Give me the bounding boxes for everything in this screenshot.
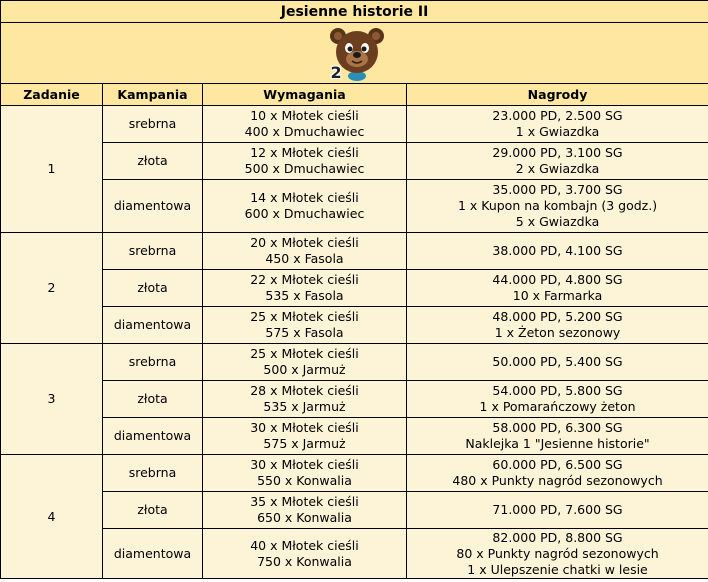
campaign-cell: srebrna xyxy=(103,455,203,492)
reward-line: 48.000 PD, 5.200 SG xyxy=(492,309,623,324)
reward-line: 80 x Punkty nagród sezonowych xyxy=(456,545,659,561)
campaign-cell: diamentowa xyxy=(103,418,203,455)
requirement-line: 22 x Młotek cieśli xyxy=(250,272,359,287)
table-row xyxy=(1,143,708,180)
requirement-line: 12 x Młotek cieśli xyxy=(250,145,359,160)
requirement-line: 650 x Konwalia xyxy=(257,510,352,525)
requirement-line: 500 x Dmuchawiec xyxy=(244,161,365,176)
reward-line: 50.000 PD, 5.400 SG xyxy=(492,354,623,369)
reward-line: 10 x Farmarka xyxy=(512,288,603,303)
table-row xyxy=(1,529,708,579)
table-row xyxy=(1,307,708,344)
rewards-cell xyxy=(407,307,708,344)
requirements-cell xyxy=(203,492,407,529)
table-row xyxy=(1,270,708,307)
requirement-line: 400 x Dmuchawiec xyxy=(244,124,365,139)
requirement-line: 535 x Fasola xyxy=(265,288,344,303)
reward-line: 1 x Pomarańczowy żeton xyxy=(479,399,636,414)
reward-line: 1 x Gwiazdka xyxy=(515,124,600,139)
requirement-line: 750 x Konwalia xyxy=(257,553,352,569)
rewards-cell xyxy=(407,529,708,579)
table-row xyxy=(1,418,708,455)
campaign-cell: diamentowa xyxy=(103,307,203,344)
reward-line: 82.000 PD, 8.800 SG xyxy=(492,529,623,545)
reward-line: 29.000 PD, 3.100 SG xyxy=(492,145,623,160)
campaign-cell: srebrna xyxy=(103,233,203,270)
header-kampania: Kampania xyxy=(103,84,203,106)
reward-line: 2 x Gwiazdka xyxy=(515,161,600,176)
rewards-cell xyxy=(407,492,708,529)
requirements-cell xyxy=(203,529,407,579)
requirement-line: 10 x Młotek cieśli xyxy=(250,108,359,123)
table-row xyxy=(1,180,708,233)
requirements-cell xyxy=(203,307,407,344)
page-title: Jesienne historie II xyxy=(1,1,708,23)
campaign-cell: diamentowa xyxy=(103,180,203,233)
reward-line: 58.000 PD, 6.300 SG xyxy=(492,420,623,435)
rewards-cell xyxy=(407,180,708,233)
requirement-line: 14 x Młotek cieśli xyxy=(250,190,359,205)
reward-line: 38.000 PD, 4.100 SG xyxy=(492,243,623,258)
reward-line: 54.000 PD, 5.800 SG xyxy=(492,383,623,398)
reward-line: 5 x Gwiazdka xyxy=(515,214,600,229)
campaign-cell: diamentowa xyxy=(103,529,203,579)
campaign-cell: złota xyxy=(103,270,203,307)
requirements-cell xyxy=(203,143,407,180)
rewards-cell xyxy=(407,344,708,381)
rewards-cell xyxy=(407,418,708,455)
reward-line: 480 x Punkty nagród sezonowych xyxy=(452,473,663,488)
requirement-line: 550 x Konwalia xyxy=(257,473,352,488)
requirement-line: 28 x Młotek cieśli xyxy=(250,383,359,398)
requirement-line: 40 x Młotek cieśli xyxy=(250,537,359,553)
reward-line: 44.000 PD, 4.800 SG xyxy=(492,272,623,287)
task-number: 2 xyxy=(1,233,103,344)
requirement-line: 20 x Młotek cieśli xyxy=(250,235,359,250)
reward-line: 1 x Kupon na kombajn (3 godz.) xyxy=(457,198,658,213)
requirement-line: 25 x Młotek cieśli xyxy=(250,346,359,361)
rewards-cell xyxy=(407,143,708,180)
task-number: 1 xyxy=(1,106,103,233)
rewards-cell xyxy=(407,270,708,307)
requirement-line: 25 x Młotek cieśli xyxy=(250,309,359,324)
table-row xyxy=(1,455,708,492)
header-wymagania: Wymagania xyxy=(203,84,407,106)
requirement-line: 30 x Młotek cieśli xyxy=(250,420,359,435)
requirements-cell xyxy=(203,180,407,233)
requirement-line: 500 x Jarmuż xyxy=(263,362,346,377)
rewards-cell xyxy=(407,381,708,418)
badge-number: 2 xyxy=(330,63,342,82)
table-row xyxy=(1,233,708,270)
requirement-line: 35 x Młotek cieśli xyxy=(250,494,359,509)
reward-line: 1 x Żeton sezonowy xyxy=(494,325,621,340)
requirements-cell xyxy=(203,381,407,418)
reward-line: 71.000 PD, 7.600 SG xyxy=(492,502,623,517)
event-banner xyxy=(1,23,708,84)
requirements-cell xyxy=(203,106,407,143)
reward-line: Naklejka 1 "Jesienne historie" xyxy=(465,436,650,451)
reward-line: 35.000 PD, 3.700 SG xyxy=(492,182,623,197)
requirement-line: 450 x Fasola xyxy=(265,251,344,266)
table-row xyxy=(1,381,708,418)
requirements-cell xyxy=(203,455,407,492)
requirements-cell xyxy=(203,344,407,381)
header-zadanie: Zadanie xyxy=(1,84,103,106)
requirement-line: 575 x Fasola xyxy=(265,325,344,340)
header-nagrody: Nagrody xyxy=(407,84,708,106)
reward-line: 60.000 PD, 6.500 SG xyxy=(492,457,623,472)
requirements-cell xyxy=(203,270,407,307)
campaign-cell: złota xyxy=(103,492,203,529)
task-number: 4 xyxy=(1,455,103,579)
table-row xyxy=(1,492,708,529)
rewards-cell xyxy=(407,233,708,270)
task-number: 3 xyxy=(1,344,103,455)
requirement-line: 575 x Jarmuż xyxy=(263,436,346,451)
requirement-line: 30 x Młotek cieśli xyxy=(250,457,359,472)
bear-avatar xyxy=(325,24,385,82)
rewards-cell xyxy=(407,455,708,492)
requirements-cell xyxy=(203,233,407,270)
table-row xyxy=(1,106,708,143)
reward-line: 1 x Ulepszenie chatki w lesie xyxy=(467,561,648,577)
requirements-cell xyxy=(203,418,407,455)
campaign-cell: złota xyxy=(103,143,203,180)
campaign-cell: złota xyxy=(103,381,203,418)
campaign-cell: srebrna xyxy=(103,106,203,143)
table-row xyxy=(1,344,708,381)
reward-line: 23.000 PD, 2.500 SG xyxy=(492,108,623,123)
campaign-cell: srebrna xyxy=(103,344,203,381)
requirement-line: 535 x Jarmuż xyxy=(263,399,346,414)
requirement-line: 600 x Dmuchawiec xyxy=(244,206,365,221)
rewards-cell xyxy=(407,106,708,143)
